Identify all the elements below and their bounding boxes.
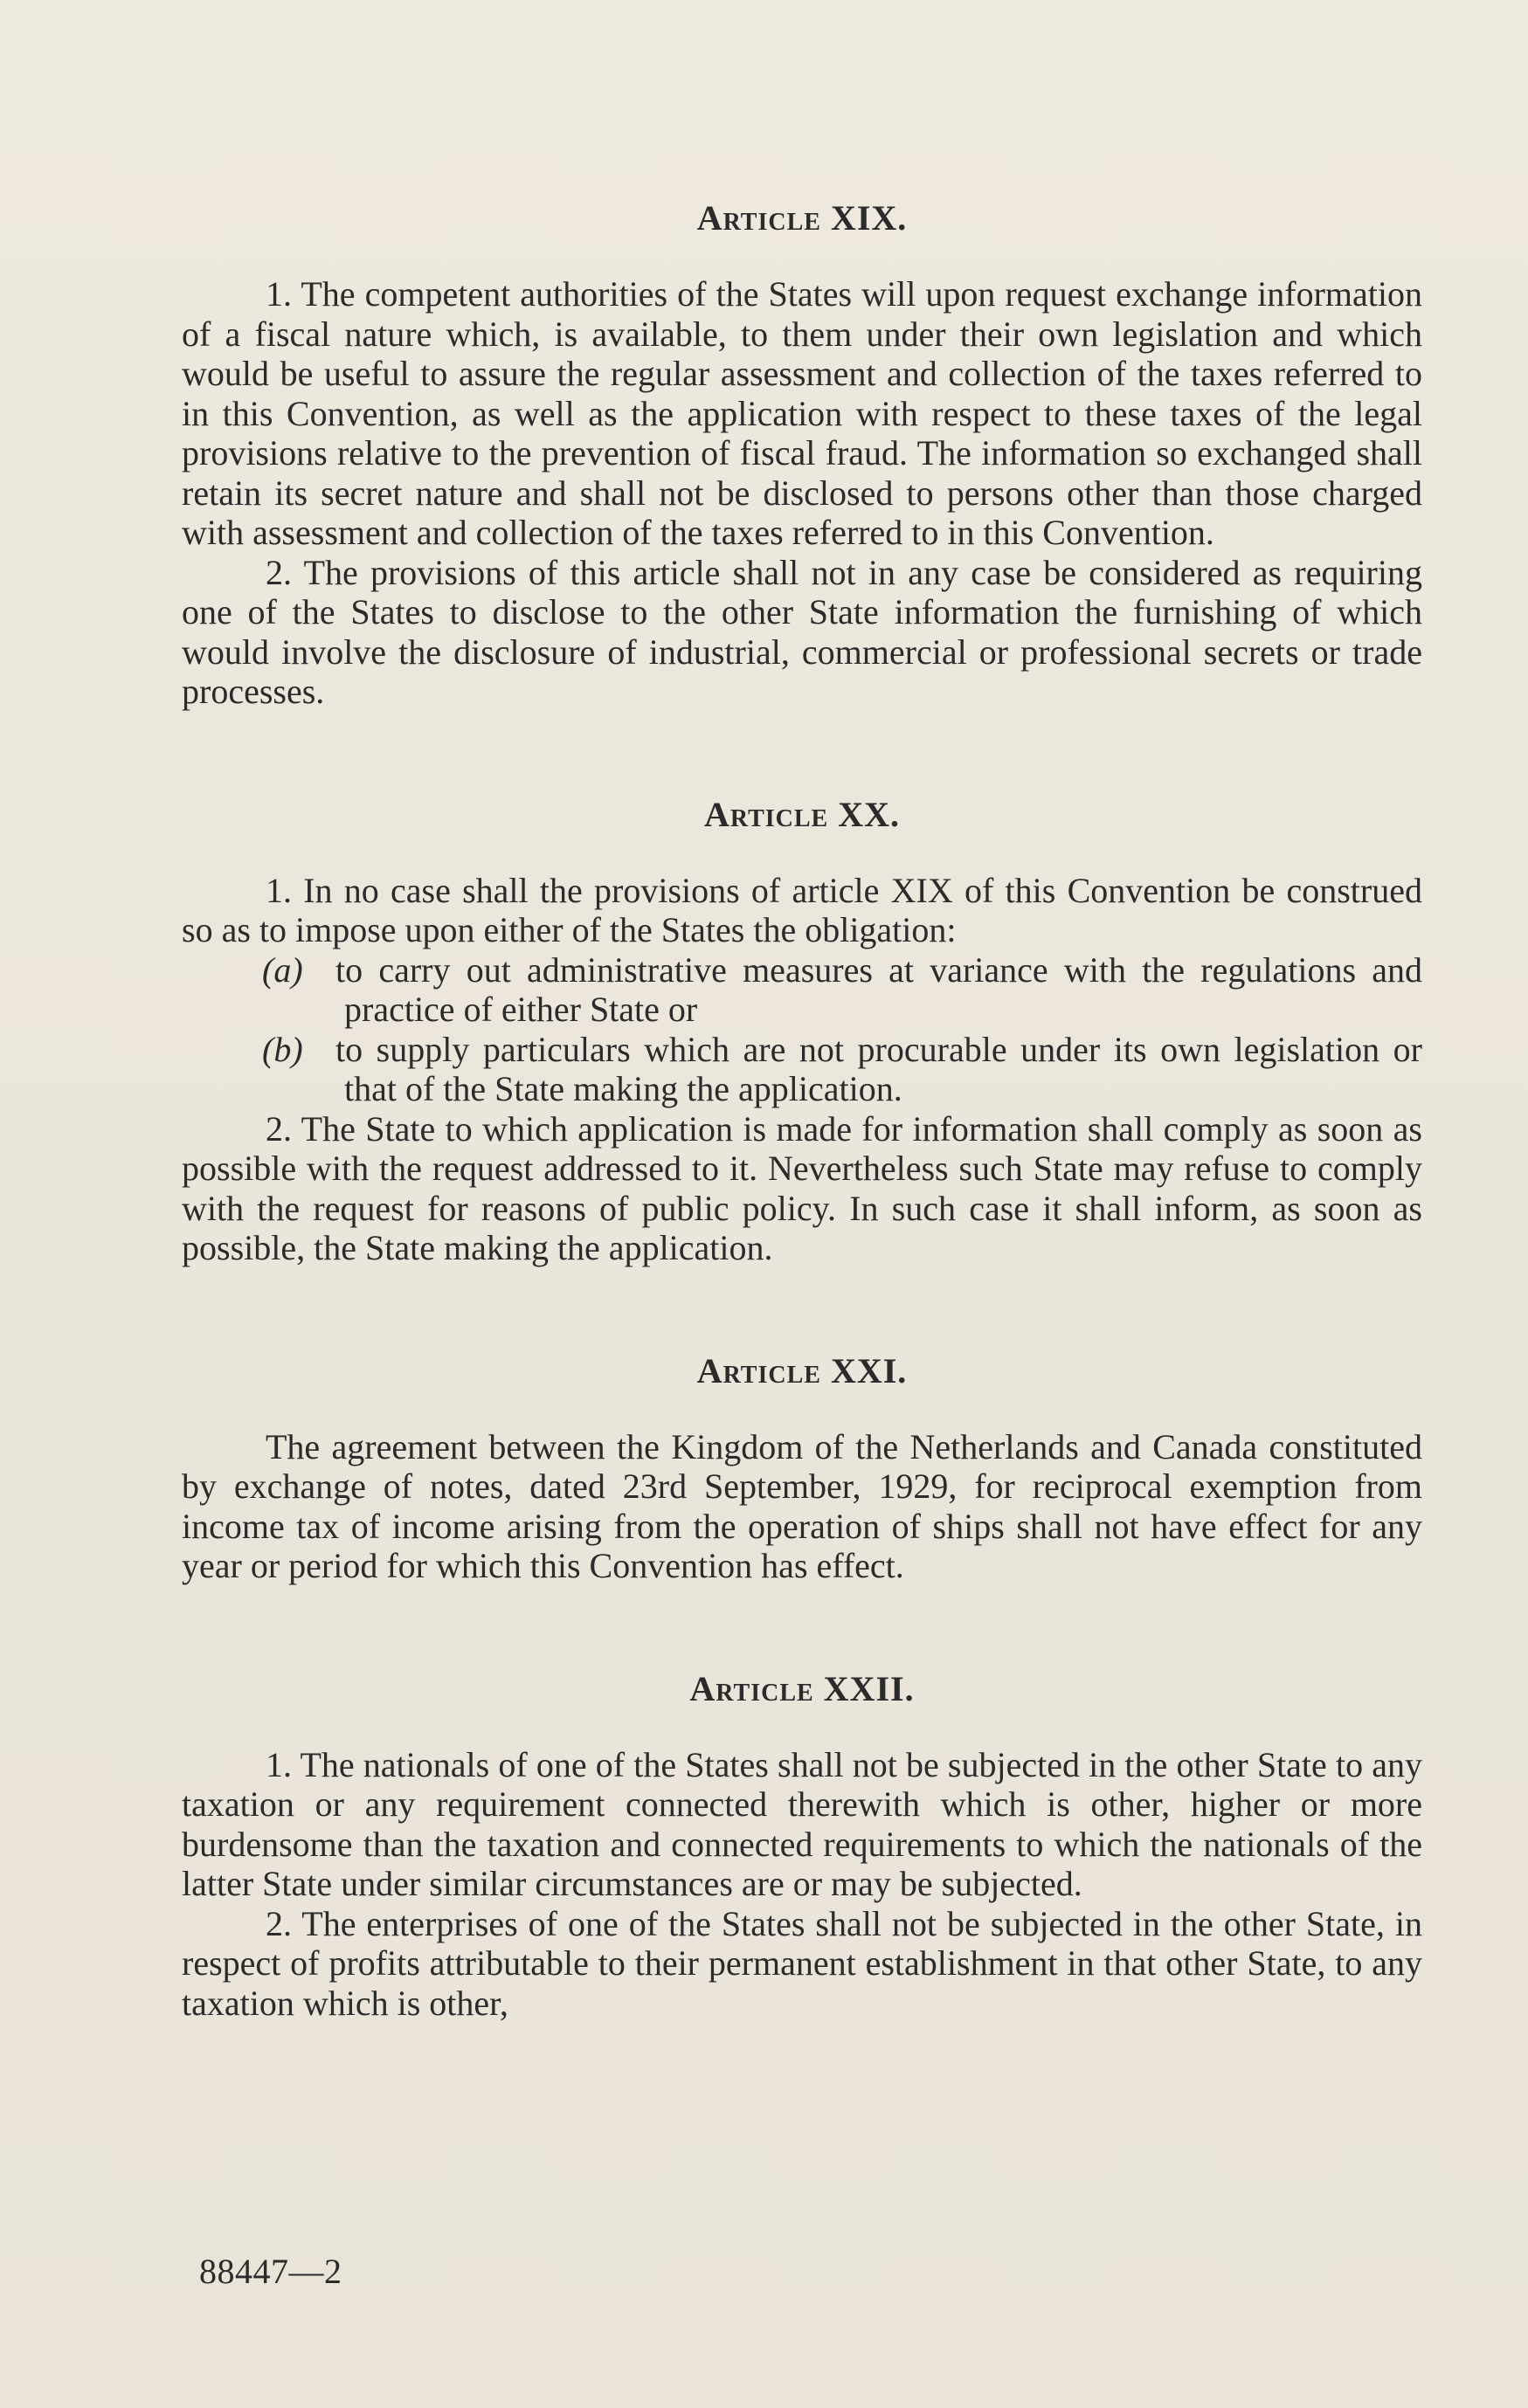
paragraph: 1. The nationals of one of the States shall not be subjected in the other State to any taxation or any requirement connected therewith which is other, higher or more burdensome than the taxation and connected requirements to which the nationals of the latter State under similar circumstances are or may be subjected. — [182, 1744, 1422, 1903]
item-text: to carry out administrative measures at variance with the regulations and practice of either State or — [335, 949, 1422, 1029]
item-label: (a) — [262, 949, 303, 990]
spacer — [182, 1268, 1422, 1352]
spacer — [182, 712, 1422, 796]
article-xxi — [182, 1352, 1422, 1586]
article-xix — [182, 199, 1422, 712]
spacer — [182, 1586, 1422, 1670]
article-heading: Article XIX. — [696, 198, 908, 238]
paragraph: 2. The enterprises of one of the States shall not be subjected in the other State, in respect of profits attributable to their permanent establishment in that other State, to any taxation which is other, — [182, 1903, 1422, 2023]
list-item — [182, 950, 1422, 1030]
list-item — [182, 1030, 1422, 1109]
paragraph: 2. The provisions of this article shall not in any case be considered as requiring one of the States to disclose to the other State information the furnishing of which would involve the disclosure of industrial, commercial or professional secrets or trade processes. — [182, 552, 1422, 711]
article-heading: Article XXI. — [696, 1350, 908, 1390]
paragraph: The agreement between the Kingdom of the Netherlands and Canada constituted by exchange of notes, dated 23rd September, 1929, for reciprocal exemption from income tax of income arising from the operation of ships shall not have effect for any year or period for which this Convention has effect. — [182, 1426, 1422, 1585]
article-heading: Article XX. — [703, 794, 901, 834]
page-content — [182, 199, 1422, 2023]
item-text: to supply particulars which are not procurable under its own legislation or that of the State making the application. — [335, 1029, 1422, 1108]
article-xx — [182, 796, 1422, 1268]
paragraph: 2. The State to which application is made for information shall comply as soon as possible with the request addressed to it. Nevertheless such State may refuse to comply with the request for reasons of public policy. In such case it shall inform, as soon as possible, the State making the application. — [182, 1108, 1422, 1267]
item-label: (b) — [262, 1029, 303, 1069]
article-xxii — [182, 1670, 1422, 2024]
article-heading: Article XXII. — [689, 1668, 915, 1708]
print-code: 88447—2 — [199, 2252, 342, 2291]
paragraph: 1. The competent authorities of the States will upon request exchange information of a fiscal nature which, is available, to them under their own legislation and which would be useful to assure the regular assessment and collection of the taxes referred to in this Convention, as well as the application with respect to these taxes of the legal provisions relative to the prevention of fiscal fraud. The information so exchanged shall retain its secret nature and shall not be disclosed to persons other than those charged with assessment and collection of the taxes referred to in this Convention. — [182, 274, 1422, 552]
paragraph: 1. In no case shall the provisions of article XIX of this Convention be construed so as to impose upon either of the States the obligation: — [182, 870, 1422, 949]
